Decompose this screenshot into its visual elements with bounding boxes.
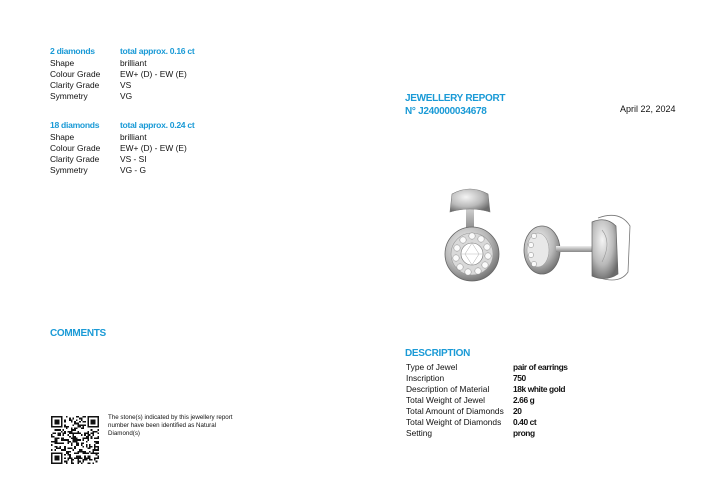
property-label: Clarity Grade	[50, 154, 100, 164]
description-label: Type of Jewel	[406, 362, 458, 372]
report-date: April 22, 2024	[620, 104, 676, 114]
description-label: Total Weight of Jewel	[406, 395, 485, 405]
diamond-halo-stud-earrings-icon	[430, 182, 650, 292]
description-label: Inscription	[406, 373, 445, 383]
property-label: Symmetry	[50, 91, 88, 101]
property-value: EW+ (D) - EW (E)	[120, 143, 187, 153]
table-row	[406, 384, 568, 395]
diamond-group-2	[50, 120, 194, 176]
property-value: brilliant	[120, 132, 147, 142]
description-table	[406, 362, 568, 439]
natural-diamond-note: The stone(s) indicated by this jewellery report number have been identified as Natural Diamond(s)	[108, 414, 233, 437]
property-label: Colour Grade	[50, 69, 101, 79]
diamond-count: 18 diamonds	[50, 120, 100, 130]
report-header	[405, 92, 505, 118]
property-label: Symmetry	[50, 165, 88, 175]
description-value: 2.66 g	[513, 395, 535, 405]
property-label: Shape	[50, 132, 75, 142]
property-label: Colour Grade	[50, 143, 101, 153]
property-label: Shape	[50, 58, 75, 68]
description-value: prong	[513, 428, 535, 438]
description-value: 20	[513, 406, 522, 416]
description-label: Description of Material	[406, 384, 490, 394]
property-label: Clarity Grade	[50, 80, 100, 90]
description-value: pair of earrings	[513, 362, 568, 372]
description-heading: DESCRIPTION	[405, 348, 471, 359]
table-row	[406, 373, 568, 384]
table-row	[406, 417, 568, 428]
qr-code-icon[interactable]	[51, 416, 99, 464]
table-row	[406, 395, 568, 406]
description-value: 0.40 ct	[513, 417, 537, 427]
table-row	[406, 428, 568, 439]
description-value: 18k white gold	[513, 384, 566, 394]
property-value: VS	[120, 80, 132, 90]
diamond-total-weight: total approx. 0.24 ct	[120, 120, 195, 130]
table-row	[406, 362, 568, 373]
property-value: brilliant	[120, 58, 147, 68]
description-label: Total Weight of Diamonds	[406, 417, 502, 427]
property-value: VG - G	[120, 165, 147, 175]
property-value: VG	[120, 91, 133, 101]
diamond-count: 2 diamonds	[50, 46, 95, 56]
property-value: EW+ (D) - EW (E)	[120, 69, 187, 79]
diamond-total-weight: total approx. 0.16 ct	[120, 46, 195, 56]
description-value: 750	[513, 373, 526, 383]
description-label: Total Amount of Diamonds	[406, 406, 504, 416]
comments-heading: COMMENTS	[50, 328, 106, 339]
report-number: N° J240000034678	[405, 106, 487, 117]
property-value: VS - SI	[120, 154, 147, 164]
report-title: JEWELLERY REPORT	[405, 93, 506, 104]
table-row	[406, 406, 568, 417]
diamond-group-1	[50, 46, 194, 102]
description-label: Setting	[406, 428, 433, 438]
earrings-photo	[430, 182, 650, 292]
